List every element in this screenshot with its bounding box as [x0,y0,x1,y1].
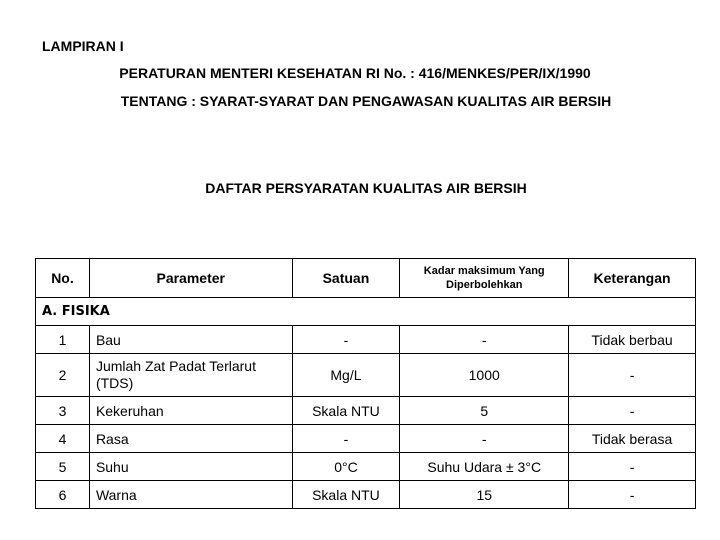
cell-satuan: Mg/L [292,354,400,397]
cell-keterangan: - [569,453,696,481]
cell-keterangan: - [569,481,696,509]
column-header-parameter: Parameter [89,259,292,298]
list-title: DAFTAR PERSYARATAN KUALITAS AIR BERSIH [205,180,527,196]
appendix-label: LAMPIRAN I [42,38,124,54]
cell-kadar: 15 [400,481,569,509]
cell-kadar: - [400,326,569,354]
cell-parameter: Bau [89,326,292,354]
cell-kadar: 1000 [400,354,569,397]
cell-satuan: 0°C [292,453,400,481]
table-row [36,453,696,481]
table-header-row [36,259,696,298]
column-header-keterangan: Keterangan [569,259,696,298]
cell-parameter: Warna [89,481,292,509]
cell-parameter: Kekeruhan [89,397,292,425]
column-header-kadar: Kadar maksimum Yang Diperbolehkan [400,259,569,298]
cell-keterangan: - [569,354,696,397]
cell-satuan: - [292,326,400,354]
column-header-satuan: Satuan [292,259,400,298]
column-header-no: No. [36,259,90,298]
cell-no: 4 [36,425,90,453]
cell-no: 2 [36,354,90,397]
cell-parameter: Suhu [89,453,292,481]
cell-satuan: Skala NTU [292,481,400,509]
cell-parameter: Jumlah Zat Padat Terlarut (TDS) [89,354,292,397]
cell-no: 3 [36,397,90,425]
table-row [36,397,696,425]
cell-no: 1 [36,326,90,354]
cell-keterangan: Tidak berasa [569,425,696,453]
table-row [36,425,696,453]
cell-no: 5 [36,453,90,481]
regulation-subject: TENTANG : SYARAT-SYARAT DAN PENGAWASAN KUALITAS AIR BERSIH [120,93,612,109]
cell-kadar: - [400,425,569,453]
cell-kadar: Suhu Udara ± 3°C [400,453,569,481]
table-row [36,354,696,397]
cell-parameter: Rasa [89,425,292,453]
requirements-table [35,258,696,509]
section-label: A. FISIKA [36,298,696,326]
table-row [36,326,696,354]
cell-keterangan: Tidak berbau [569,326,696,354]
cell-kadar: 5 [400,397,569,425]
cell-keterangan: - [569,397,696,425]
cell-satuan: - [292,425,400,453]
regulation-title: PERATURAN MENTERI KESEHATAN RI No. : 416/MENKES/PER/IX/1990 [119,65,591,81]
table-row [36,481,696,509]
cell-satuan: Skala NTU [292,397,400,425]
cell-no: 6 [36,481,90,509]
section-row-fisika [36,298,696,326]
